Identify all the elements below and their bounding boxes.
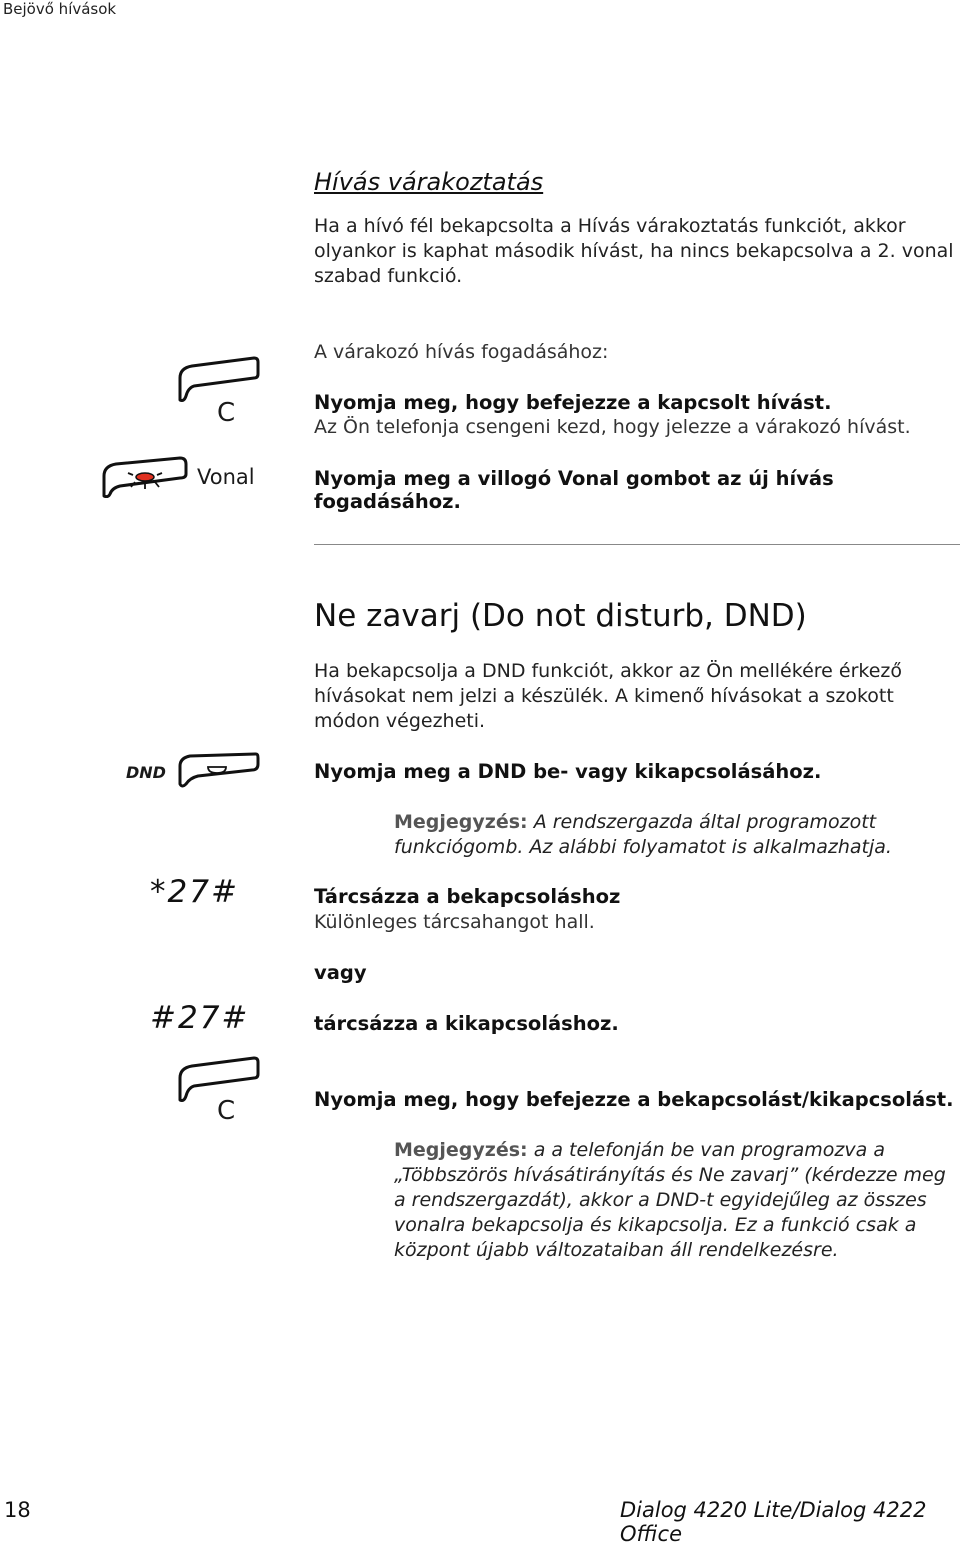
dial-code-on: *27# — [150, 874, 239, 910]
note-1-text: A rendszergazda által programozott funkciógomb. Az alábbi folyamatot is alkalmazhatja. — [394, 811, 892, 858]
step-end-call-desc: Az Ön telefonja csengeni kezd, hogy jelezze a várakozó hívást. — [314, 416, 911, 438]
dial-code-off: #27# — [150, 1000, 250, 1036]
clear-key-label-2: C — [217, 1096, 236, 1126]
dnd-key-icon — [176, 752, 260, 788]
step-end-call: Nyomja meg, hogy befejezze a kapcsolt hívást. — [314, 391, 832, 414]
running-header: Bejövő hívások — [3, 0, 117, 18]
note-2-label: Megjegyzés: — [394, 1139, 528, 1161]
section-divider — [314, 544, 960, 545]
call-waiting-intro: Ha a hívó fél bekapcsolta a Hívás várakoztatás funkciót, akkor olyankor is kaphat második hívást, ha nincs bekapcsolva a 2. vonal szabad funkció. — [314, 215, 954, 287]
note-1-label: Megjegyzés: — [394, 811, 528, 833]
call-waiting-lead: A várakozó hívás fogadásához: — [314, 341, 609, 363]
product-name: Dialog 4220 Lite/Dialog 4222 Office — [620, 1498, 927, 1546]
note-1 — [394, 810, 954, 860]
page-number: 18 — [4, 1498, 31, 1522]
section-title-call-waiting: Hívás várakoztatás — [314, 168, 544, 196]
clear-key-icon — [176, 356, 260, 404]
clear-key-label: C — [217, 398, 236, 428]
note-2-text: a a telefonján be van programozva a „Többszörös hívásátirányítás és Ne zavarj” (kérdezze meg a rendszergazdát), akkor a DND-t egyidejűleg az összes vonalra bekapcsolja és kikapcsolja. Ez a funkció csak a központ újabb változataiban áll rendelkezésre. — [394, 1139, 946, 1261]
step-dnd-toggle: Nyomja meg a DND be- vagy kikapcsolásához. — [314, 760, 822, 783]
step-finish: Nyomja meg, hogy befejezze a bekapcsolást/kikapcsolást. — [314, 1088, 954, 1111]
step-answer-line: Nyomja meg a villogó Vonal gombot az új hívás fogadásához. — [314, 467, 834, 513]
note-2 — [394, 1138, 954, 1263]
step-dial-off: tárcsázza a kikapcsoláshoz. — [314, 1012, 619, 1035]
or-text: vagy — [314, 961, 367, 984]
step-dial-on-desc: Különleges tárcsahangot hall. — [314, 911, 595, 933]
section-title-dnd: Ne zavarj (Do not disturb, DND) — [314, 598, 807, 634]
line-key-led-icon — [100, 456, 190, 498]
step-dial-on: Tárcsázza a bekapcsoláshoz — [314, 885, 621, 908]
dnd-intro: Ha bekapcsolja a DND funkciót, akkor az Ön mellékére érkező hívásokat nem jelzi a készülék. A kimenő hívásokat a szokott módon végezheti. — [314, 660, 902, 732]
dnd-key-label: DND — [126, 763, 166, 782]
line-key-label: Vonal — [197, 465, 255, 489]
